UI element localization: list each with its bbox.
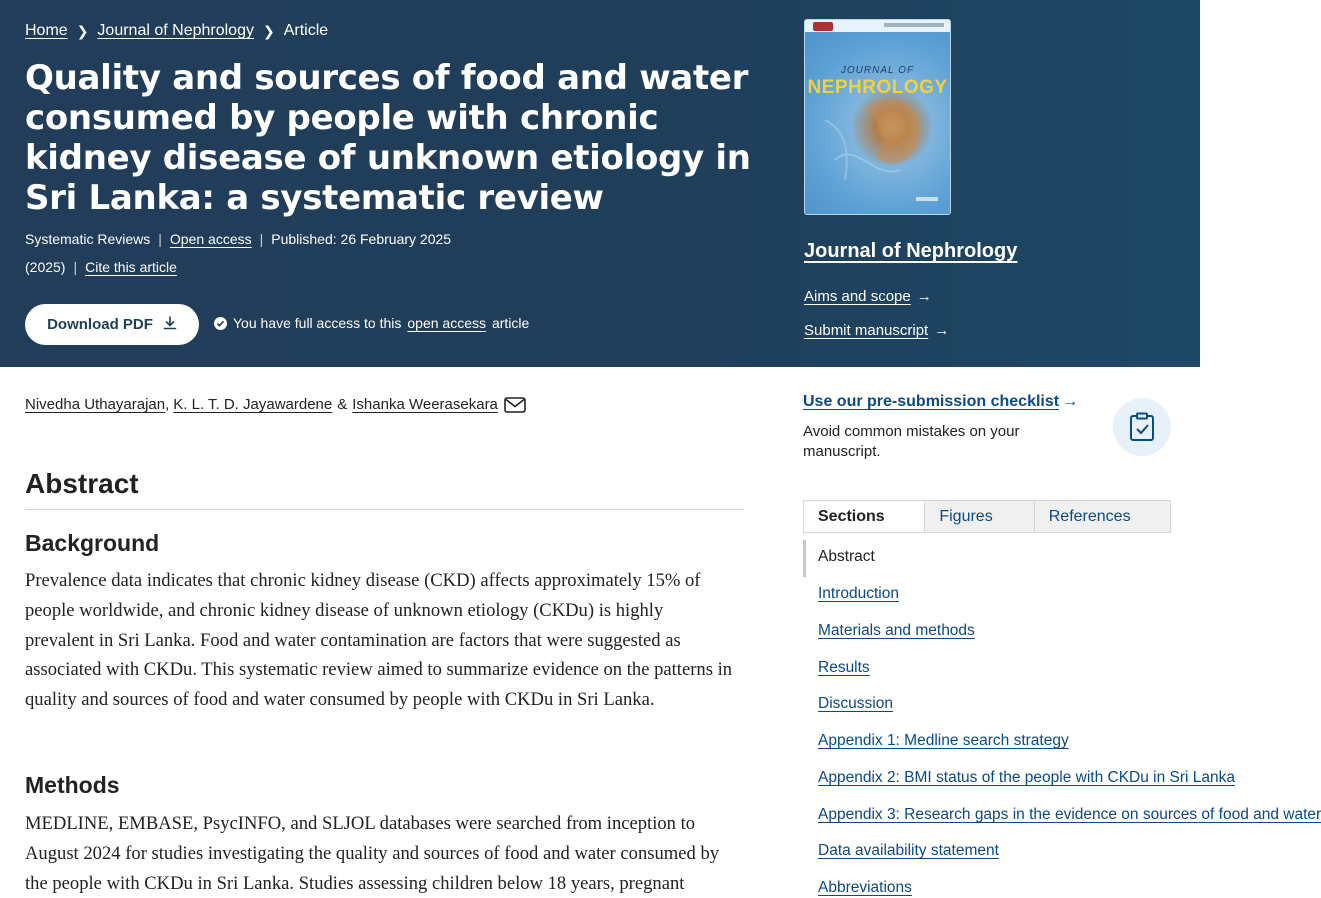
cover-title-small: JOURNAL OF: [840, 65, 915, 76]
toc-item-abbreviations[interactable]: [818, 879, 1170, 897]
tab-references[interactable]: References: [1034, 501, 1170, 532]
cite-article-link[interactable]: Cite this article: [85, 259, 177, 275]
author-link[interactable]: K. L. T. D. Jayawardene: [173, 396, 333, 413]
tab-sections[interactable]: Sections: [804, 501, 924, 532]
journal-name-link[interactable]: Journal of Nephrology: [804, 240, 1018, 262]
toc-item-introduction[interactable]: [818, 585, 1170, 603]
meta-divider: |: [73, 259, 78, 275]
breadcrumb-current: Article: [283, 22, 329, 39]
article-header: [0, 0, 1200, 367]
meta-divider: |: [259, 231, 264, 247]
background-heading: Background: [25, 530, 160, 556]
kidney-illustration-icon: [805, 20, 952, 216]
article-type: Systematic Reviews: [25, 231, 151, 247]
toc-item-data-availability[interactable]: [818, 842, 1170, 860]
author-link[interactable]: Nivedha Uthayarajan: [25, 396, 166, 413]
access-suffix: article: [491, 315, 530, 331]
access-note: [214, 315, 529, 331]
toc-item-methods[interactable]: [818, 622, 1170, 640]
author-link[interactable]: Ishanka Weerasekara: [352, 396, 498, 413]
toc-label: Results: [818, 659, 870, 676]
check-circle-icon: [214, 317, 227, 330]
springer-logo-icon: [916, 197, 938, 201]
toc-item-results[interactable]: [818, 659, 1170, 677]
toc-active-indicator: [803, 540, 806, 577]
toc-label: Data availability statement: [818, 842, 999, 859]
article-meta-2: [25, 259, 177, 275]
chevron-right-icon: ❯: [76, 22, 89, 39]
download-icon: [163, 316, 177, 334]
article-meta: [25, 231, 451, 247]
abstract-heading: Abstract: [25, 468, 139, 499]
clipboard-check-icon: [1113, 398, 1171, 456]
breadcrumb: [25, 22, 328, 40]
published-date: Published: 26 February 2025: [271, 231, 452, 247]
download-pdf-button[interactable]: [25, 304, 199, 345]
aims-scope-label: Aims and scope: [804, 288, 911, 305]
tab-figures[interactable]: Figures: [924, 501, 1033, 532]
toc-label: Materials and methods: [818, 622, 975, 639]
arrow-right-icon: →: [934, 322, 950, 339]
author-list: [25, 396, 526, 413]
pre-submission-checklist-link[interactable]: [803, 393, 1078, 411]
arrow-right-icon: →: [916, 288, 932, 305]
article-year: (2025): [25, 259, 66, 275]
author-separator: &: [337, 396, 348, 413]
toc-item-appendix-3[interactable]: [818, 806, 1321, 824]
toc-item-abstract[interactable]: [818, 548, 1170, 566]
sidebar-tabs: [803, 500, 1171, 533]
toc-item-appendix-1[interactable]: [818, 732, 1170, 750]
submit-manuscript-label: Submit manuscript: [804, 322, 929, 339]
access-prefix: You have full access to this: [233, 315, 402, 331]
divider: [25, 509, 744, 510]
toc-label: Appendix 2: BMI status of the people with CKDu in Sri Lanka: [818, 769, 1236, 786]
access-open-link[interactable]: open access: [407, 315, 486, 331]
open-access-link[interactable]: Open access: [169, 231, 252, 247]
toc-label: Discussion: [818, 695, 893, 712]
cover-title-big: NEPHROLOGY: [807, 77, 948, 98]
download-pdf-label: Download PDF: [47, 316, 153, 333]
toc-label: Appendix 1: Medline search strategy: [818, 732, 1069, 749]
toc-item-appendix-2[interactable]: [818, 769, 1236, 787]
toc-label: Introduction: [818, 585, 899, 602]
checklist-description: Avoid common mistakes on your manuscript.: [803, 423, 1020, 460]
chevron-right-icon: ❯: [262, 22, 275, 39]
envelope-icon[interactable]: [504, 397, 526, 413]
toc-label: Abbreviations: [818, 879, 912, 896]
toc-label: Abstract: [818, 548, 875, 565]
journal-cover-image[interactable]: [804, 19, 951, 215]
author-separator: ,: [165, 396, 170, 413]
toc-label: Appendix 3: Research gaps in the evidence on sources of food and water: [818, 806, 1321, 823]
meta-divider: |: [158, 231, 162, 247]
submit-manuscript-link[interactable]: [804, 322, 949, 339]
methods-paragraph: MEDLINE, EMBASE, PsycINFO, and SLJOL databases were searched from inception to August 2024 for studies investigating the quality and sources of food and water consumed by the people with CKDu in Sri Lanka. Studies assessing children below 18 years, pregnant: [25, 813, 720, 894]
aims-scope-link[interactable]: [804, 288, 932, 305]
breadcrumb-journal[interactable]: Journal of Nephrology: [97, 22, 254, 39]
arrow-right-icon: →: [1062, 393, 1079, 410]
breadcrumb-home[interactable]: Home: [25, 22, 68, 39]
toc-item-discussion[interactable]: [818, 695, 1170, 713]
background-paragraph: Prevalence data indicates that chronic kidney disease (CKD) affects approximately 15% of people worldwide, and chronic kidney disease of unknown etiology (CKDu) is highly prevalent in Sri Lanka. Food and water contamination are factors that were suggested as associated with CKDu. This systematic review aimed to summarize evidence on the patterns in quality and sources of food and water consumed by people with CKDu in Sri Lanka.: [25, 570, 733, 711]
methods-heading: Methods: [25, 772, 120, 798]
checklist-label: Use our pre-submission checklist: [803, 393, 1060, 410]
article-title: Quality and sources of food and water consumed by people with chronic kidney disease of unknown etiology in Sri Lanka: a systematic review: [25, 58, 751, 218]
